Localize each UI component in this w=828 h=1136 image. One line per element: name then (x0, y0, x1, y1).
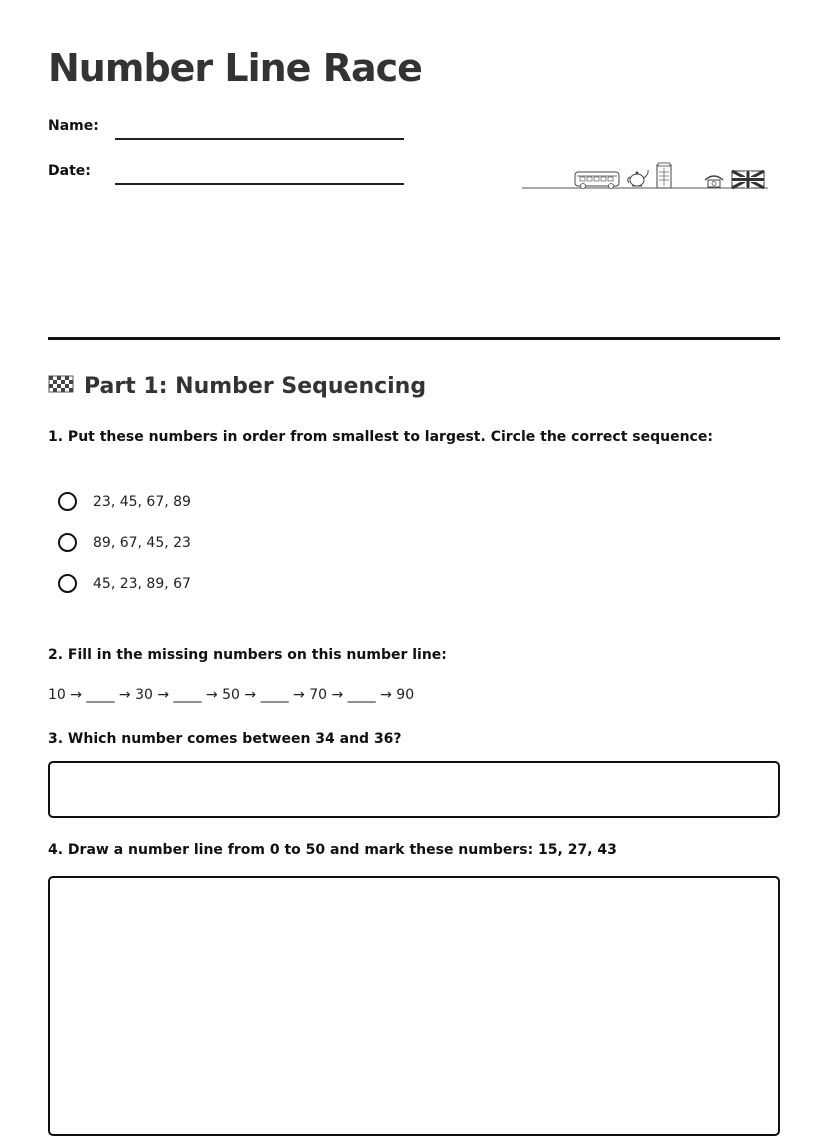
radio-circle[interactable] (58, 533, 77, 552)
number-line-sequence: 10 → ____ → 30 → ____ → 50 → ____ → 70 → ____ → 90 (48, 687, 415, 703)
checkered-flag-icon (48, 374, 74, 399)
question-2-prompt: 2. Fill in the missing numbers on this number line: (48, 647, 447, 663)
question-3-prompt: 3. Which number comes between 34 and 36? (48, 731, 402, 747)
section-title (48, 374, 426, 399)
radio-circle[interactable] (58, 574, 77, 593)
date-field[interactable] (115, 183, 404, 185)
phone-box-icon (657, 163, 671, 188)
teapot-icon (628, 170, 648, 186)
question-1-prompt: 1. Put these numbers in order from smallest to largest. Circle the correct sequence: (48, 429, 713, 445)
radio-circle[interactable] (58, 492, 77, 511)
question-4-drawing-area[interactable] (48, 876, 780, 1136)
header-illustration (520, 150, 770, 199)
bus-icon (575, 172, 619, 189)
name-label: Name: (48, 118, 99, 134)
option-label: 23, 45, 67, 89 (93, 493, 191, 510)
question-1-option-c[interactable] (58, 574, 191, 593)
section-title-text: Part 1: Number Sequencing (84, 374, 427, 399)
header-divider (48, 337, 780, 340)
worksheet-title: Number Line Race (48, 46, 422, 90)
telephone-icon (705, 176, 723, 187)
question-4-prompt: 4. Draw a number line from 0 to 50 and mark these numbers: 15, 27, 43 (48, 842, 617, 858)
question-1-option-a[interactable] (58, 492, 191, 511)
question-3-answer-box[interactable] (48, 761, 780, 818)
option-label: 45, 23, 89, 67 (93, 575, 191, 592)
question-1-option-b[interactable] (58, 533, 191, 552)
date-label: Date: (48, 163, 91, 179)
union-flag-icon (732, 171, 764, 188)
name-field[interactable] (115, 138, 404, 140)
london-skyline-illustration (520, 150, 770, 195)
option-label: 89, 67, 45, 23 (93, 534, 191, 551)
